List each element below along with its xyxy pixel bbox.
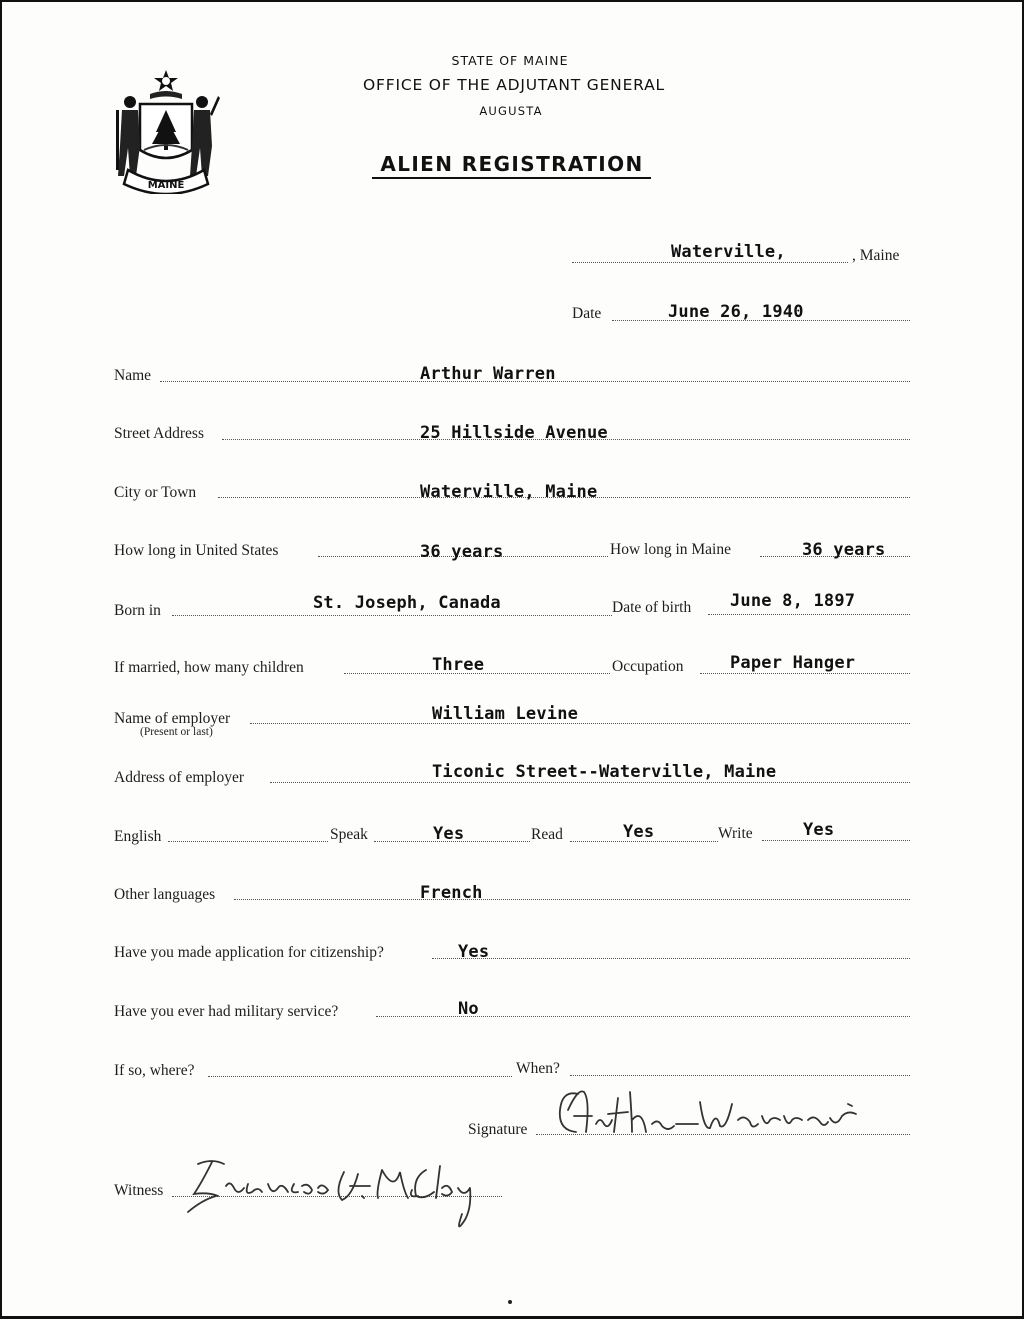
employer-address-label: Address of employer — [114, 769, 244, 786]
citizenship-value[interactable]: Yes — [458, 942, 490, 962]
seal-label: MAINE — [147, 180, 185, 191]
occupation-value[interactable]: Paper Hanger — [730, 653, 856, 673]
military-dots — [376, 1016, 910, 1017]
dob-value[interactable]: June 8, 1897 — [730, 591, 856, 611]
header-state: STATE OF MAINE — [451, 53, 569, 68]
us-length-label: How long in United States — [114, 542, 279, 559]
children-label: If married, how many children — [114, 659, 304, 676]
english-label: English — [114, 828, 162, 845]
form-title: ALIEN REGISTRATION — [380, 152, 644, 176]
speak-label: Speak — [330, 826, 368, 843]
occupation-dots — [700, 673, 910, 674]
page-border-top — [0, 0, 1024, 2]
maine-length-value[interactable]: 36 years — [802, 540, 886, 560]
born-value[interactable]: St. Joseph, Canada — [313, 593, 501, 613]
header-city: AUGUSTA — [479, 104, 543, 118]
date-label: Date — [572, 305, 602, 322]
page-border-left — [0, 0, 2, 1319]
place-suffix: , Maine — [852, 247, 900, 264]
employer-address-value[interactable]: Ticonic Street--Waterville, Maine — [432, 762, 777, 782]
occupation-label: Occupation — [612, 658, 684, 675]
english-dots — [168, 841, 328, 842]
other-languages-label: Other languages — [114, 886, 216, 903]
write-value[interactable]: Yes — [803, 820, 835, 840]
city-value[interactable]: Waterville, Maine — [420, 482, 598, 502]
employer-value[interactable]: William Levine — [432, 704, 579, 724]
title-underline — [372, 177, 651, 179]
dob-label: Date of birth — [612, 599, 692, 616]
citizenship-label: Have you made application for citizenship? — [114, 944, 384, 961]
when-label: When? — [516, 1060, 560, 1077]
date-value[interactable]: June 26, 1940 — [668, 302, 804, 322]
employer-label: Name of employer — [114, 710, 231, 727]
other-languages-dots — [234, 899, 910, 900]
employer-address-dots — [270, 782, 910, 783]
employer-dots — [250, 723, 910, 724]
speak-value[interactable]: Yes — [433, 824, 465, 844]
page-speck — [508, 1300, 512, 1304]
signature-label: Signature — [468, 1121, 528, 1138]
city-label: City or Town — [114, 484, 197, 501]
military-label: Have you ever had military service? — [114, 1003, 339, 1020]
witness-signature[interactable] — [172, 1152, 562, 1242]
name-label: Name — [114, 367, 152, 384]
header-office: OFFICE OF THE ADJUTANT GENERAL — [363, 76, 665, 94]
dob-dots — [708, 614, 910, 615]
street-value[interactable]: 25 Hillside Avenue — [420, 423, 608, 443]
where-label: If so, where? — [114, 1062, 195, 1079]
witness-label: Witness — [114, 1182, 164, 1199]
children-value[interactable]: Three — [432, 655, 485, 675]
employer-sublabel: (Present or last) — [140, 726, 213, 738]
street-label: Street Address — [114, 425, 204, 442]
military-value[interactable]: No — [458, 999, 479, 1019]
name-value[interactable]: Arthur Warren — [420, 364, 556, 384]
write-label: Write — [718, 825, 753, 842]
read-value[interactable]: Yes — [623, 822, 655, 842]
place-value[interactable]: Waterville, — [671, 242, 786, 262]
born-dots — [172, 615, 612, 616]
born-label: Born in — [114, 602, 161, 619]
place-dots — [572, 262, 848, 263]
write-dots — [762, 840, 910, 841]
citizenship-dots — [432, 958, 910, 959]
other-languages-value[interactable]: French — [420, 883, 483, 903]
maine-length-label: How long in Maine — [610, 541, 731, 558]
applicant-signature[interactable] — [548, 1080, 878, 1150]
read-label: Read — [531, 826, 563, 843]
where-dots — [208, 1076, 512, 1077]
us-length-value[interactable]: 36 years — [420, 542, 504, 562]
when-dots — [570, 1075, 910, 1076]
